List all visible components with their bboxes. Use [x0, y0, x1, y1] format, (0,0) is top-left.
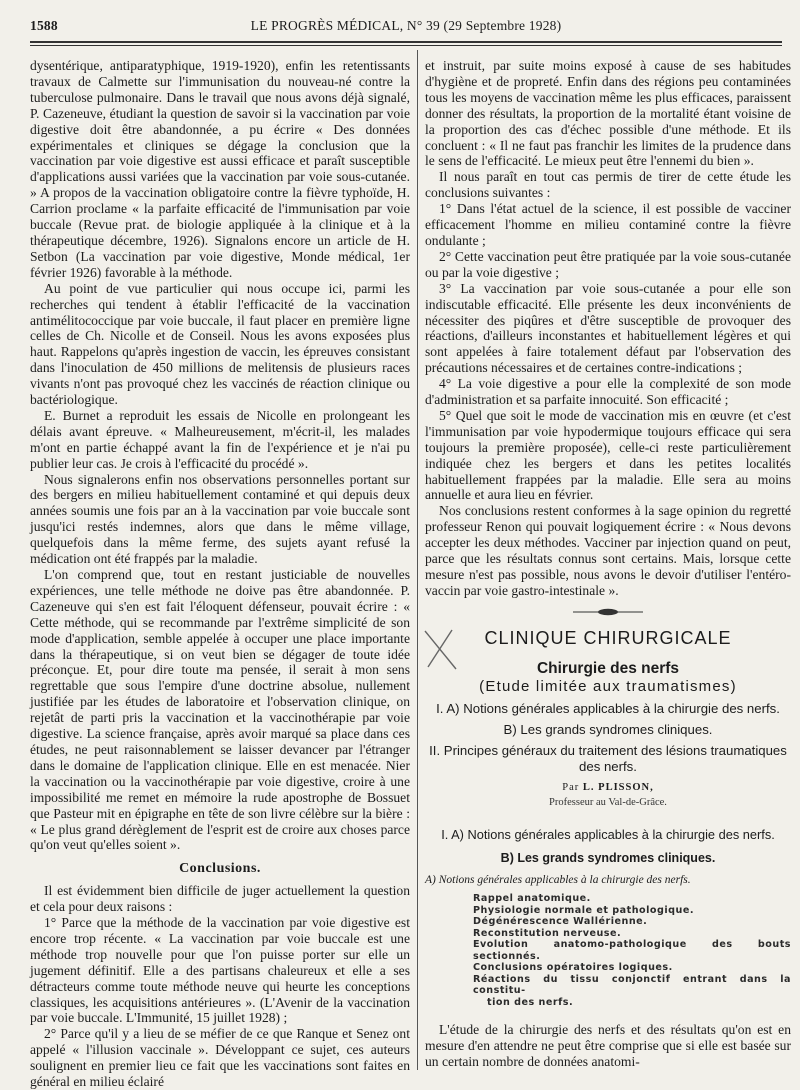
outline-item: Conclusions opératoires logiques.: [473, 962, 673, 974]
paragraph: Au point de vue particulier qui nous occupe ici, parmi les recherches qui tendent à établir l'efficacité de la vaccination antimélitococcique par voie buccale, il faut placer en première ligne celles de Ch. Nicolle et de Conseil. Nous les avons exposées plus haut. Rappelons qu'après ingestion de vaccin, les épreuves consistant dans l'inoculation de 450 millions de melitensis de plusieurs races vivants n'ont pas provoqué chez les vaccinés de réaction clinique ou bactériologique.: [30, 280, 410, 408]
right-column: [425, 58, 791, 1070]
running-title: LE PROGRÈS MÉDICAL, N° 39 (29 Septembre 1928): [250, 18, 562, 33]
column-divider: [417, 50, 418, 1070]
paragraph: 1° Parce que la méthode de la vaccination par voie digestive est encore trop récente. « La vaccination par voie buccale est une méthode trop nouvelle pour que l'on puisse porter sur elle un jugement définitif. Elle a des partisans chaleureux et elle a ses détracteurs comme toute méthode neuve qui heurte les conceptions classiques, les acquisitions antérieures ». (L'Avenir de la vaccination par voie buccale. L'Immunité, 15 juillet 1928) ;: [30, 915, 410, 1026]
byline: [425, 780, 791, 796]
paragraph: Il est évidemment bien difficile de juger actuellement la question et cela pour deux raisons :: [30, 883, 410, 915]
toc-item: I. A) Notions générales applicables à la chirurgie des nerfs.: [436, 700, 780, 716]
outline-item: Physiologie normale et pathologique.: [473, 904, 695, 916]
ornament-divider: [425, 607, 791, 617]
left-column: [30, 58, 410, 1090]
paragraph: Nos conclusions restent conformes à la sage opinion du regretté professeur Renon qui pouvait logiquement écrire : « Nous devons accepter les deux méthodes. Vacciner par injection quand on peut, parce que les résultats connus sont certains. Mais, lorsque cette mesure n'est pas possible, nous avons le devoir d'utiliser l'entéro-vaccin par voie gastro-intestinale ».: [425, 503, 791, 598]
toc-item: B) Les grands syndromes cliniques.: [503, 721, 713, 737]
paragraph: 4° La voie digestive a pour elle la complexité de son mode d'administration et sa parfaite innocuité. Son efficacité ;: [425, 376, 791, 408]
paragraph: 2° Parce qu'il y a lieu de se méfier de ce que Ranque et Senez ont appelé « l'illusion vaccinale ». Développant ce sujet, ces auteurs soulignent en premier lieu ce fait que les vaccinations sont faites en général en milieu éclairé: [30, 1026, 410, 1090]
toc-item: II. Principes généraux du traitement des lésions traumatiques des nerfs.: [429, 742, 787, 774]
outline-item: Reconstitution nerveuse.: [473, 927, 622, 939]
author-name: L. PLISSON,: [582, 781, 654, 793]
paragraph: 3° La vaccination par voie sous-cutanée a pour elle son indiscutable efficacité. Elle présente les deux inconvénients de nécessiter des piqûres et d'être susceptible de provoquer des réactions, d'ailleurs inconstantes et habituellement légères et qui sont appelées à faire totalement défaut par l'observation des précautions nécessaires et de certaines contre-indications ;: [425, 280, 791, 376]
header-rule: [30, 41, 782, 46]
byline-prefix: Par: [562, 781, 580, 793]
outline-item: tion des nerfs.: [487, 996, 574, 1008]
paragraph: 2° Cette vaccination peut être pratiquée par la voie sous-cutanée ou par la voie digestive ;: [425, 248, 791, 280]
paragraph: 5° Quel que soit le mode de vaccination mis en œuvre (et c'est l'immunisation par voie hypodermique toujours efficace qui sera toujours la première proposée), celle-ci reste particulièrement indiquée chez les bergers et dans les petites localités habituellement frappées par la maladie. Elle sera au moins annuelle et aura lieu en février.: [425, 407, 791, 503]
paragraph: dysentérique, antiparatyphique, 1919-1920), enfin les retentissants travaux de Calmette sur l'immunisation du nouveau-né contre la tuberculose pulmonaire. Dans le travail que nous avons déjà signalé, P. Cazeneuve, étudiant la question de savoir si la vaccination par voie digestive doit être abandonnée, a pu écrire « Des données expérimentales et cliniques se dégage la conclusion que la vaccination par voie digestive est aussi efficace et paraît susceptible d'applications aussi variées que la vaccination par voie sous-cutanée. » A propos de la vaccination obligatoire contre la fièvre typhoïde, H. Carrion proclame « la parfaite efficacité de l'immunisation par voie buccale (Revue prat. de biologie appliquée à la clinique et à la thérapeutique décembre, 1926). Signalons encore un article de H. Setbon (La vaccination par voie digestive, Monde médical, 1er février 1926) favorable à la méthode.: [30, 58, 410, 280]
handwritten-x-mark: [422, 627, 462, 673]
paragraph: E. Burnet a reproduit les essais de Nicolle en prolongeant les délais avant épreuve. « Malheureusement, m'écrit-il, les malades m'ont en partie échappé avant la fin de l'expérience et je n'ai pu publier leur cas. Je crois à l'efficacité du procédé ».: [30, 407, 410, 471]
conclusions-heading: Conclusions.: [179, 861, 261, 877]
part-subheading: B) Les grands syndromes cliniques.: [500, 851, 716, 866]
outline-item: Evolution anatomo-pathologique des bouts sectionnés.: [473, 939, 791, 962]
page-header: [30, 14, 782, 40]
paragraph: L'on comprend que, tout en restant justiciable de nouvelles expériences, une telle méthode ne doive pas être abandonnée. P. Cazeneuve qui s'en est fait l'éloquent défenseur, pouvait écrire : « Cette méthode, qui se recommande par l'extrême simplicité de son mode d'application, semble appelée à occuper une place importante dans la thérapeutique, si on veut bien se dégager de toute idée préconçue. Et, pour dire toute ma pensée, il serait à mon sens regrettable que sous l'empire d'une doctrine absolue, nullement justifiée par les études de laboratoire et l'observation clinique, on rejetât de parti pris la vaccination et la vaccinothérapie par voie digestive. La science française, après avoir marqué sa place dans ces études, ne peut raisonnablement se laisser devancer par l'étranger dans le domaine de l'application clinique. Elle en est menacée. Nier la vaccination ou la vaccinothérapie par voie digestive, croire à une impossibilité me remet en mémoire la rude apostrophe de Bossuet que Pasteur mit en épigraphe en tête de son livre célèbre sur la bière : « Le plus grand dérèglement de l'esprit est de croire aux choses parce qu'on veut qu'elles soient ».: [30, 567, 410, 853]
page-number: 1588: [30, 18, 58, 33]
outline-item: Rappel anatomique.: [473, 893, 591, 905]
author-affiliation: Professeur au Val-de-Grâce.: [549, 797, 667, 809]
subsection-title: A) Notions générales applicables à la chirurgie des nerfs.: [425, 874, 691, 887]
paragraph: Il nous paraît en tout cas permis de tirer de cette étude les conclusions suivantes :: [425, 169, 791, 201]
section-label: CLINIQUE CHIRURGICALE: [484, 627, 732, 648]
outline-item: Réactions du tissu conjonctif entrant dans la constitu-: [473, 973, 791, 997]
outline-list: [473, 893, 791, 1008]
article-subtitle: (Etude limitée aux traumatismes): [479, 677, 737, 695]
article-intro: L'étude de la chirurgie des nerfs et des résultats qu'on est en mesure d'en attendre ne peut être comprise que si elle est basée sur un certain nombre de données anatomi-: [425, 1022, 791, 1069]
paragraph: et instruit, par suite moins exposé à cause de ses habitudes d'hygiène et de propreté. Enfin dans des régions peu contaminées tous les moyens de vaccination même les plus efficaces, paraissent donner des résultats, la proportion de la mortalité étant voisine de la proportion des cas d'échec possible d'une méthode. Et ils concluent : « Il ne faut pas franchir les limites de la prudence dans le sens de l'efficacité. Le mieux peut être l'ennemi du bien ».: [425, 58, 791, 169]
paragraph: 1° Dans l'état actuel de la science, il est possible de vacciner efficacement l'homme en milieu contaminé contre la fièvre ondulante ;: [425, 201, 791, 248]
part-heading: I. A) Notions générales applicables à la chirurgie des nerfs.: [441, 827, 775, 843]
article-title: Chirurgie des nerfs: [536, 659, 680, 677]
paragraph: Nous signalerons enfin nos observations personnelles portant sur des bergers en milieu habituellement contaminé et qui depuis deux années soumis une fois par an à la vaccination par voie buccale sont jusqu'ici restés indemnes, alors que dans le même village, quelquefois dans la même ferme, des sujets ayant refusé la médication ont été frappés par la maladie.: [30, 471, 410, 567]
outline-item: Dégénérescence Wallérienne.: [473, 916, 648, 928]
ornament-icon: [573, 607, 643, 617]
